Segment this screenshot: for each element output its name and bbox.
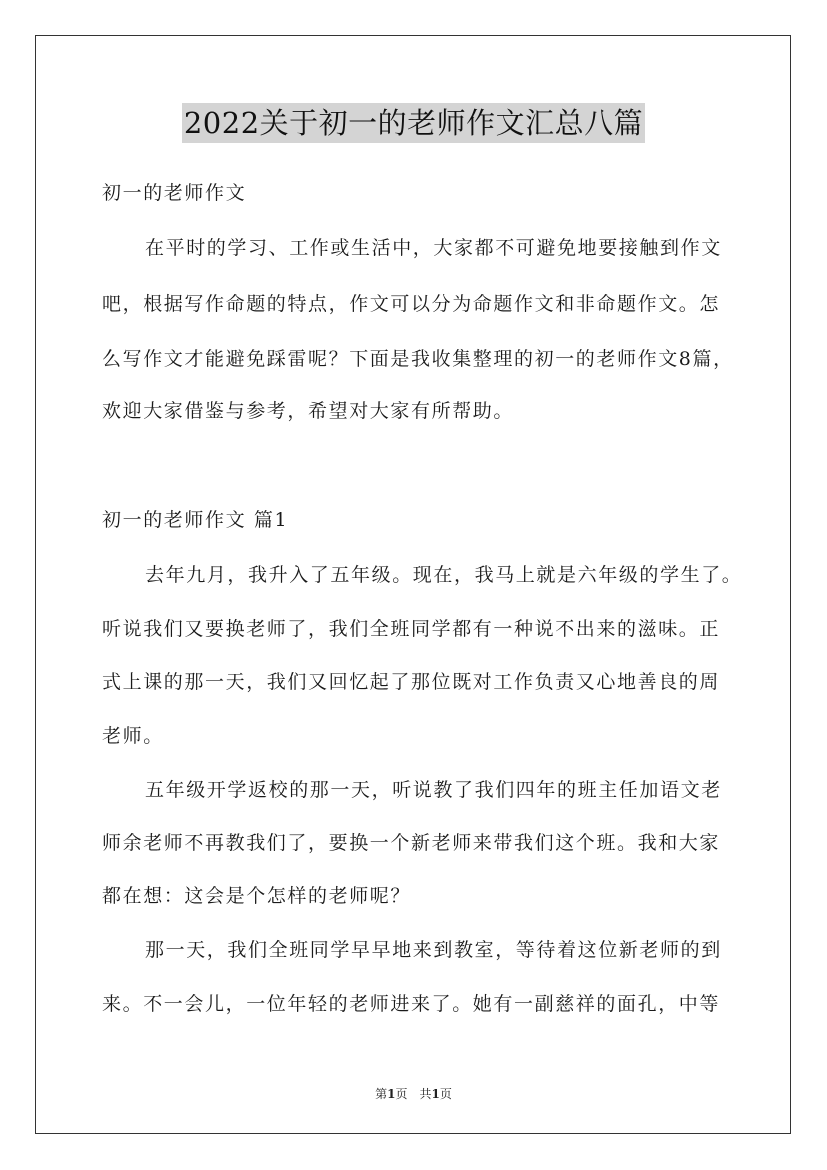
footer-total-pages: 1 [431, 1087, 440, 1101]
page-footer [0, 1085, 827, 1102]
p1-line-1: 去年九月，我升入了五年级。现在，我马上就是六年级的学生了。 [145, 564, 743, 586]
p1-line-2: 听说我们又要换老师了，我们全班同学都有一种说不出来的滋味。正 [102, 618, 721, 640]
p2-line-1: 五年级开学返校的那一天，听说教了我们四年的班主任加语文老 [145, 779, 722, 801]
title-container [0, 103, 827, 143]
intro-line-3: 么写作文才能避免踩雷呢？下面是我收集整理的初一的老师作文8篇， [102, 348, 734, 370]
p2-line-2: 师余老师不再教我们了，要换一个新老师来带我们这个班。我和大家 [102, 832, 721, 854]
intro-line-4: 欢迎大家借鉴与参考，希望对大家有所帮助。 [102, 400, 515, 422]
section-heading-part1: 初一的老师作文 篇1 [102, 509, 289, 531]
p2-line-3: 都在想：这会是个怎样的老师呢？ [102, 885, 412, 907]
footer-mid: 页 共 [395, 1087, 432, 1101]
footer-current-page: 1 [387, 1087, 396, 1101]
document-title: 2022关于初一的老师作文汇总八篇 [182, 103, 645, 143]
intro-line-1: 在平时的学习、工作或生活中，大家都不可避免地要接触到作文 [145, 237, 722, 259]
section-heading-intro: 初一的老师作文 [102, 182, 247, 204]
footer-prefix: 第 [375, 1087, 388, 1101]
footer-suffix: 页 [439, 1087, 452, 1101]
intro-line-2: 吧，根据写作命题的特点，作文可以分为命题作文和非命题作文。怎 [102, 293, 721, 315]
p3-line-2: 来。不一会儿，一位年轻的老师进来了。她有一副慈祥的面孔，中等 [102, 993, 721, 1015]
p3-line-1: 那一天，我们全班同学早早地来到教室，等待着这位新老师的到 [145, 939, 722, 961]
p1-line-3: 式上课的那一天，我们又回忆起了那位既对工作负责又心地善良的周 [102, 671, 721, 693]
p1-line-4: 老师。 [102, 725, 164, 747]
